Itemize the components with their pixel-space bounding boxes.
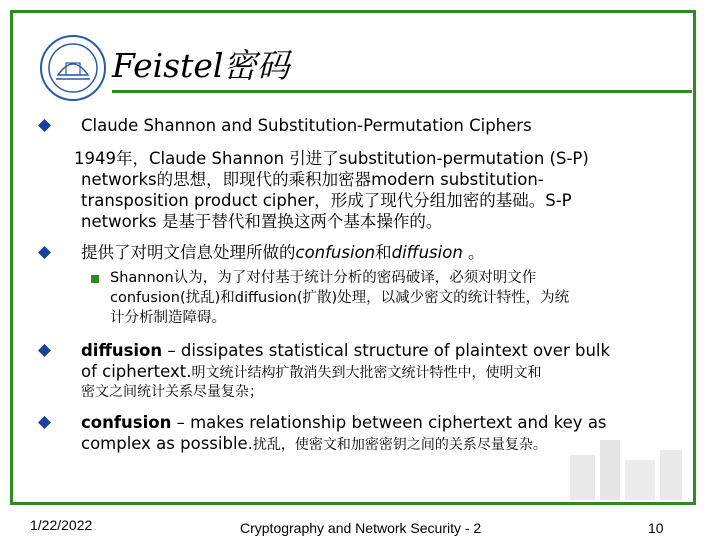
paragraph-line-2: networks的思想，即现代的乘积加密器modern substitution- [81, 170, 544, 189]
paragraph-line-4: networks 是基于替代和置换这两个基本操作的。 [81, 212, 443, 231]
footer-date: 1/22/2022 [30, 517, 93, 533]
title-divider [112, 90, 692, 93]
confusion-line-1: confusion – makes relationship between ciphertext and key as [81, 413, 607, 432]
diamond-bullet-icon [38, 119, 51, 132]
paragraph-line-1: 1949年，Claude Shannon 引进了substitution-permutation (S-P) [74, 149, 589, 168]
sub-bullet-line-2: confusion(扰乱)和diffusion(扩散)处理，以减少密文的统计特性，为统 [110, 290, 570, 306]
diamond-bullet-icon [38, 246, 51, 259]
confusion-line-2: complex as possible.扰乱，使密文和加密密钥之间的关系尽量复杂。 [81, 434, 547, 453]
slide-title: Feistel密码 [112, 46, 290, 85]
diffusion-line-1: diffusion – dissipates statistical structure of plaintext over bulk [81, 341, 611, 360]
bullet-1-text: Claude Shannon and Substitution-Permutation Ciphers [81, 116, 532, 135]
diffusion-line-2: of ciphertext.明文统计结构扩散消失到大批密文统计特性中，使明文和 [81, 362, 542, 381]
footer-center: Cryptography and Network Security - 2 [240, 520, 482, 536]
paragraph-line-3: transposition product cipher，形成了现代分组加密的基础。S-P [81, 191, 572, 210]
university-seal-icon [38, 33, 108, 103]
sub-bullet-line-1: Shannon认为，为了对付基于统计分析的密码破译，必须对明文作 [110, 270, 537, 286]
diffusion-line-3: 密文之间统计关系尽量复杂； [81, 384, 263, 400]
campus-watermark [560, 430, 690, 505]
bullet-2-text: 提供了对明文信息处理所做的confusion和diffusion 。 [81, 243, 485, 262]
square-bullet-icon [91, 275, 99, 283]
sub-bullet-line-3: 计分析制造障碍。 [110, 310, 226, 326]
diamond-bullet-icon [38, 344, 51, 357]
page-number: 10 [648, 520, 664, 536]
diamond-bullet-icon [38, 416, 51, 429]
